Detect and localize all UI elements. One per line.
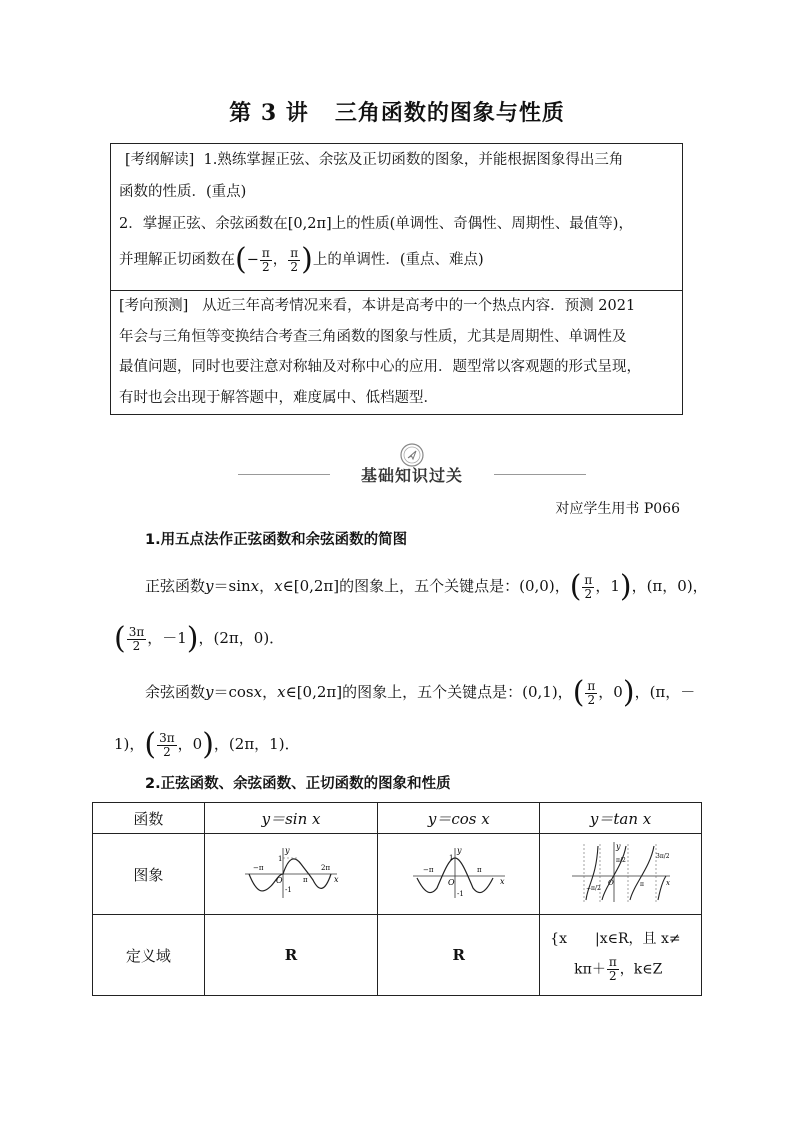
forecast-line-3: 最值问题，同时也要注意对称轴及对称中心的应用．题型常以客观题的形式呈现， [119,359,641,375]
syllabus-line-2: 函数的性质．(重点) [119,184,247,200]
syllabus-box: [考纲解读] 1.熟练掌握正弦、余弦及正切函数的图象，并能根据图象得出三角 函数的性质．(重点) 2．掌握正弦、余弦函数在[0,2π]上的性质(单调性、奇偶性、周期性、最值等)， 并理解正切函数在(− $\frac{\pi}{2}$ ， $\frac{\pi}{2}$ )上的单调性．(重点、难点) [110,143,683,291]
item-1-heading: 1.用五点法作正弦函数和余弦函数的简图 [145,532,408,548]
header-sin: y＝sin x [204,803,378,834]
svg-text:x: x [334,875,339,884]
trig-properties-table [92,802,702,996]
tan-graph-cell [540,834,702,915]
syllabus-line-4-pre: 并理解正切函数在 [119,252,235,268]
svg-text:3π/2: 3π/2 [655,853,670,860]
domain-sin: R [204,915,378,996]
svg-text:π: π [303,876,308,884]
table-row-domain [93,915,702,996]
fraction-pi-over-2: $\frac{\pi}{2}$ [584,572,593,601]
forecast-label: [考向预测] [119,298,189,314]
svg-text:−π: −π [422,866,434,874]
svg-text:1: 1 [448,854,454,862]
svg-text:-1: -1 [456,890,464,898]
syllabus-line-4-post: 上的单调性．(重点、难点) [312,252,484,268]
domain-tan-line-2: kπ＋ $\frac{\pi}{2}$ ，k∈Z [574,954,663,983]
sin-graph-cell [204,834,378,915]
svg-text:−π/2: −π/2 [585,885,601,892]
svg-text:y: y [615,842,621,851]
forecast-line-4: 有时也会出现于解答题中，难度属中、低档题型． [119,389,438,406]
forecast-line-2: 年会与三角恒等变换结合考查三角函数的图象与性质，尤其是周期性、单调性及 [119,328,627,345]
tangent-graph [570,840,672,904]
cos-graph-cell [378,834,540,915]
book-reference: 对应学生用书 P066 [555,501,680,517]
fraction-3pi-over-2: $\frac{3\pi}{2}$ [128,624,145,653]
sine-graph [243,844,339,900]
header-tan: y＝tan x [540,803,702,834]
svg-text:O: O [607,879,614,887]
svg-text:π/2: π/2 [615,857,626,864]
fraction-pi-over-2: $\frac{\pi}{2}$ [587,678,596,707]
syllabus-line-1: 1.熟练掌握正弦、余弦及正切函数的图象，并能根据图象得出三角 [203,152,624,168]
cos-points-line-1: 余弦函数y＝cosx，x∈[0,2π]的图象上，五个关键点是：(0,1)，( $\frac{\pi}{2}$ ，0)，(π，－ [145,675,696,710]
fraction-pi-over-2: $\frac{\pi}{2}$ [608,954,617,983]
lecture-number: 第 3 讲 [229,100,309,126]
fraction-3pi-over-2: $\frac{3\pi}{2}$ [159,730,175,759]
sin-points-line-1: 正弦函数y＝sinx，x∈[0,2π]的图象上，五个关键点是：(0,0)，( $\frac{\pi}{2}$ ，1)，(π，0)， [145,569,708,604]
svg-text:−π: −π [253,864,264,872]
header-cos: y＝cos x [378,803,540,834]
table-header-row [93,803,702,834]
cosine-graph [411,844,507,900]
syllabus-line-3: 2．掌握正弦、余弦函数在[0,2π]上的性质(单调性、奇偶性、周期性、最值等)， [119,216,633,232]
page-title [0,96,794,127]
svg-text:-1: -1 [285,886,292,894]
svg-text:x: x [499,877,505,886]
section-rule-right [494,474,586,475]
domain-tan [540,915,702,996]
fraction-pi-over-2: $\frac{\pi}{2}$ [290,245,299,274]
syllabus-label: [考纲解读] [125,152,195,168]
forecast-box [110,290,683,415]
minus-sign: − [246,252,259,268]
fraction-pi-over-2: $\frac{\pi}{2}$ [261,245,270,274]
forecast-line-1: 从近三年高考情况来看，本讲是高考中的一个热点内容．预测 2021 [202,298,636,314]
svg-text:2π: 2π [321,864,331,872]
svg-text:O: O [276,876,283,885]
section-title: 基础知识过关 [360,466,463,485]
svg-text:x: x [665,879,670,887]
cos-points-line-2: 1)，( $\frac{3\pi}{2}$ ，0)，(2π，1)． [114,727,300,762]
svg-text:y: y [456,846,462,855]
section-rule-left [238,474,330,475]
lecture-title: 三角函数的图象与性质 [334,100,565,126]
item-2-heading: 2.正弦函数、余弦函数、正切函数的图象和性质 [145,776,451,792]
header-function: 函数 [93,803,205,834]
svg-text:π: π [639,881,644,888]
domain-tan-line-1: {x |x∈R，且 x≠ [550,930,681,947]
svg-text:O: O [447,878,455,887]
domain-cos: R [378,915,540,996]
sin-points-line-2: ( $\frac{3\pi}{2}$ ，－1)，(2π，0)． [114,621,285,656]
svg-text:1: 1 [278,855,283,863]
svg-text:π: π [476,866,482,874]
table-row-graph [93,834,702,915]
svg-text:y: y [285,846,290,855]
row-label-graph: 图象 [93,834,205,915]
row-label-domain: 定义域 [93,915,205,996]
